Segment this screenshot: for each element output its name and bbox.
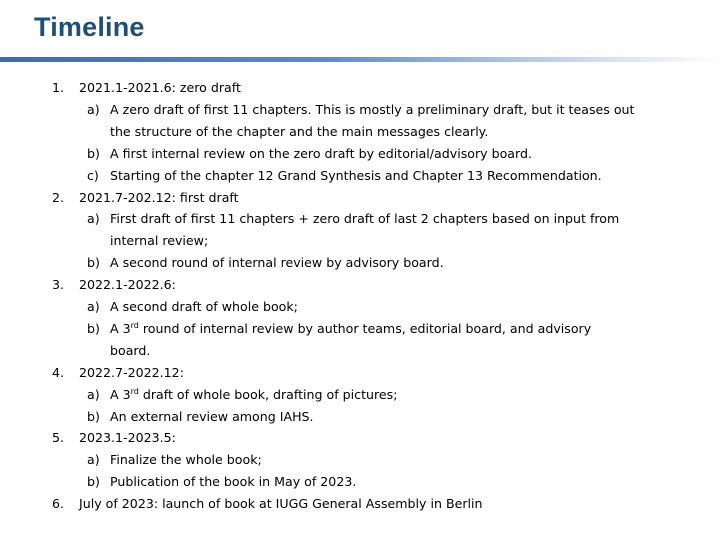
sub-item-marker: a): [87, 211, 100, 227]
item-heading: 2023.1-2023.5:: [79, 430, 176, 446]
sub-item-marker: b): [87, 320, 100, 336]
item-number: 6.: [52, 496, 65, 512]
sub-item-text: A second draft of whole book;: [110, 299, 298, 314]
item-number: 5.: [52, 430, 65, 446]
item-heading: 2021.7-202.12: first draft: [79, 189, 239, 205]
item-number: 1.: [52, 80, 65, 95]
sub-item-marker: a): [87, 386, 100, 402]
sub-item-text: First draft of first 11 chapters + zero draft of last 2 chapters based on input from: [110, 211, 620, 227]
text-part: A 3: [110, 320, 131, 336]
sub-item-text: An external review among IAHS.: [110, 408, 314, 424]
sub-item-text: [110, 387, 397, 403]
item-number: 3.: [52, 277, 65, 293]
sub-item-marker: b): [87, 145, 100, 161]
sub-item-text: A second round of internal review by advisory board.: [110, 255, 444, 271]
item-number: 2.: [52, 189, 65, 205]
sub-item-text: A zero draft of first 11 chapters. This is mostly a preliminary draft, but it teases out: [110, 101, 635, 117]
text-part: round of internal review by author teams, editorial board, and advisory: [138, 320, 592, 336]
sub-item-marker: b): [87, 474, 100, 490]
text-part: A 3: [110, 386, 131, 402]
sub-item-text: Starting of the chapter 12 Grand Synthesis and Chapter 13 Recommendation.: [110, 167, 602, 183]
sub-item-continuation: the structure of the chapter and the main messages clearly.: [110, 123, 489, 139]
item-heading: 2022.7-2022.12:: [79, 364, 184, 380]
slide-title: Timeline: [34, 12, 145, 42]
sub-item-continuation: board.: [110, 342, 151, 358]
item-heading: July of 2023: launch of book at IUGG General Assembly in Berlin: [79, 496, 483, 512]
sub-item-continuation: internal review;: [110, 233, 209, 249]
sub-item-marker: a): [87, 452, 100, 468]
sub-item-text: A first internal review on the zero draft by editorial/advisory board.: [110, 145, 532, 161]
sub-item-marker: b): [87, 255, 100, 271]
item-heading: 2022.1-2022.6:: [79, 277, 176, 293]
item-heading: 2021.1-2021.6: zero draft: [79, 80, 241, 95]
item-number: 4.: [52, 364, 65, 380]
text-part: draft of whole book, drafting of pictures;: [138, 386, 398, 402]
sub-item-marker: a): [87, 299, 100, 314]
ordinal-suffix: rd: [130, 320, 139, 330]
ordinal-suffix: rd: [130, 386, 139, 396]
sub-item-marker: a): [87, 101, 100, 117]
sub-item-text: Finalize the whole book;: [110, 452, 262, 468]
sub-item-text: Publication of the book in May of 2023.: [110, 474, 357, 490]
sub-item-marker: b): [87, 408, 100, 424]
sub-item-text: [110, 321, 591, 337]
sub-item-marker: c): [87, 167, 99, 183]
title-underline: [0, 57, 720, 62]
